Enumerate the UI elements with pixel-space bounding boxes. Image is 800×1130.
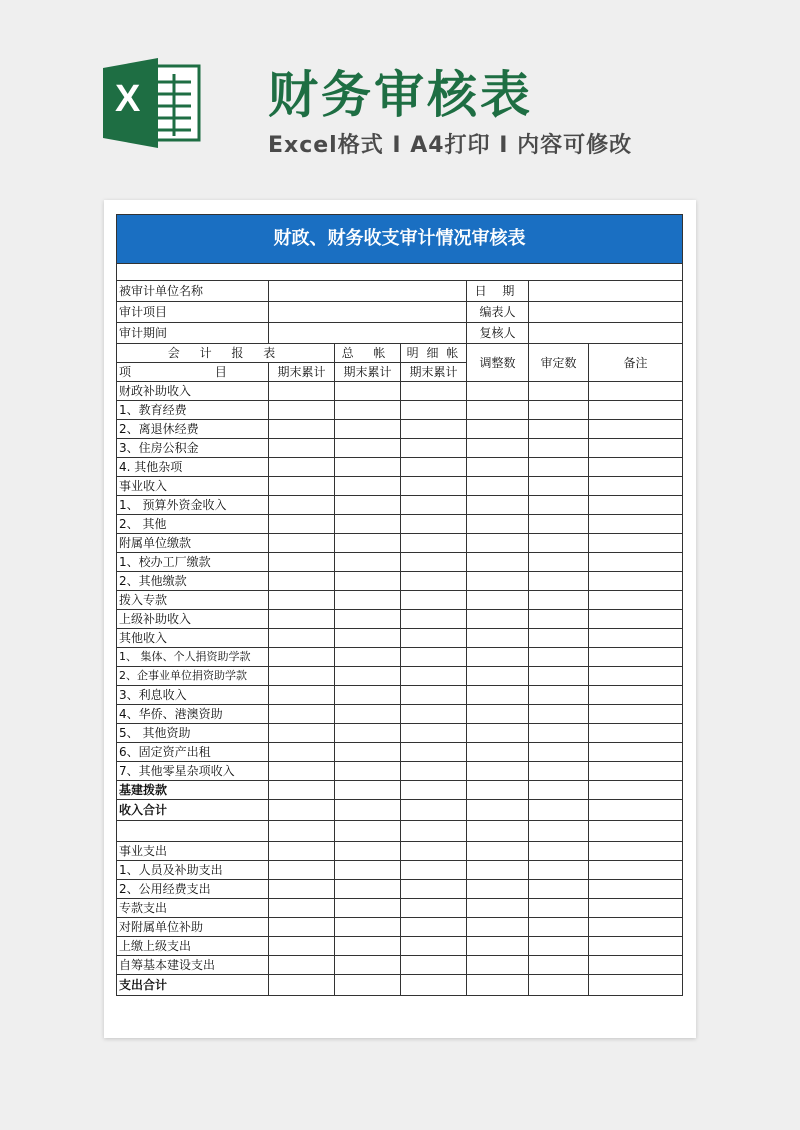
value-cell[interactable] xyxy=(467,458,529,477)
value-cell[interactable] xyxy=(401,880,467,899)
value-cell[interactable] xyxy=(401,401,467,420)
value-cell[interactable] xyxy=(269,800,335,821)
value-cell[interactable] xyxy=(269,515,335,534)
table-row xyxy=(117,724,683,743)
value-cell[interactable] xyxy=(269,591,335,610)
audited-unit-field[interactable] xyxy=(269,281,467,302)
row-label: 3、利息收入 xyxy=(117,686,269,705)
value-cell[interactable] xyxy=(335,762,401,781)
value-cell[interactable] xyxy=(529,477,589,496)
col-adjustment: 调整数 xyxy=(467,344,529,382)
value-cell[interactable] xyxy=(335,610,401,629)
value-cell[interactable] xyxy=(401,956,467,975)
row-label: 自筹基本建设支出 xyxy=(117,956,269,975)
value-cell[interactable] xyxy=(269,724,335,743)
value-cell[interactable] xyxy=(467,918,529,937)
value-cell[interactable] xyxy=(401,591,467,610)
row-label: 上缴上级支出 xyxy=(117,937,269,956)
table-row xyxy=(117,861,683,880)
value-cell[interactable] xyxy=(589,458,683,477)
value-cell[interactable] xyxy=(269,956,335,975)
value-cell[interactable] xyxy=(335,899,401,918)
value-cell[interactable] xyxy=(335,686,401,705)
row-label: 专款支出 xyxy=(117,899,269,918)
value-cell[interactable] xyxy=(529,686,589,705)
value-cell[interactable] xyxy=(467,705,529,724)
value-cell[interactable] xyxy=(529,553,589,572)
banner xyxy=(0,0,800,190)
value-cell[interactable] xyxy=(401,724,467,743)
row-label: 事业支出 xyxy=(117,842,269,861)
value-cell[interactable] xyxy=(401,629,467,648)
value-cell[interactable] xyxy=(467,572,529,591)
value-cell[interactable] xyxy=(269,477,335,496)
preparer-label: 编表人 xyxy=(467,302,529,323)
value-cell[interactable] xyxy=(335,781,401,800)
value-cell[interactable] xyxy=(401,496,467,515)
value-cell[interactable] xyxy=(529,572,589,591)
value-cell[interactable] xyxy=(467,743,529,762)
table-row xyxy=(117,956,683,975)
value-cell[interactable] xyxy=(401,861,467,880)
value-cell[interactable] xyxy=(335,880,401,899)
date-field[interactable] xyxy=(529,281,683,302)
value-cell[interactable] xyxy=(529,880,589,899)
row-label: 附属单位缴款 xyxy=(117,534,269,553)
value-cell[interactable] xyxy=(401,534,467,553)
value-cell[interactable] xyxy=(529,956,589,975)
value-cell[interactable] xyxy=(589,975,683,996)
value-cell[interactable] xyxy=(589,648,683,667)
value-cell[interactable] xyxy=(589,496,683,515)
value-cell[interactable] xyxy=(589,572,683,591)
table-row xyxy=(117,515,683,534)
value-cell[interactable] xyxy=(401,842,467,861)
banner-subtitle: Excel格式 I A4打印 I 内容可修改 xyxy=(268,133,633,158)
value-cell[interactable] xyxy=(589,918,683,937)
income-rows xyxy=(117,382,683,800)
value-cell[interactable] xyxy=(269,496,335,515)
expense-total-label: 支出合计 xyxy=(117,975,269,996)
table-row xyxy=(117,534,683,553)
value-cell[interactable] xyxy=(467,629,529,648)
value-cell[interactable] xyxy=(529,591,589,610)
spacer-row xyxy=(117,264,683,281)
value-cell[interactable] xyxy=(589,401,683,420)
col-period-total-3: 期末累计 xyxy=(401,363,467,382)
value-cell[interactable] xyxy=(401,937,467,956)
table-row xyxy=(117,382,683,401)
reviewer-label: 复核人 xyxy=(467,323,529,344)
value-cell[interactable] xyxy=(529,515,589,534)
value-cell[interactable] xyxy=(269,458,335,477)
logo-letter: X xyxy=(115,78,141,120)
value-cell[interactable] xyxy=(401,610,467,629)
row-label: 1、 集体、个人捐资助学款 xyxy=(117,648,269,667)
date-label: 日 期 xyxy=(467,281,529,302)
row-label: 3、住房公积金 xyxy=(117,439,269,458)
col-detail-ledger: 明 细 帐 xyxy=(401,344,467,363)
value-cell[interactable] xyxy=(335,861,401,880)
value-cell[interactable] xyxy=(269,439,335,458)
table-row xyxy=(117,496,683,515)
value-cell[interactable] xyxy=(401,918,467,937)
value-cell[interactable] xyxy=(529,458,589,477)
col-approved: 审定数 xyxy=(529,344,589,382)
value-cell[interactable] xyxy=(335,629,401,648)
value-cell[interactable] xyxy=(401,439,467,458)
value-cell[interactable] xyxy=(589,842,683,861)
value-cell[interactable] xyxy=(589,762,683,781)
value-cell[interactable] xyxy=(589,705,683,724)
value-cell[interactable] xyxy=(401,975,467,996)
value-cell[interactable] xyxy=(529,648,589,667)
value-cell[interactable] xyxy=(269,762,335,781)
value-cell[interactable] xyxy=(335,975,401,996)
value-cell[interactable] xyxy=(335,401,401,420)
col-item: 项 目 xyxy=(117,363,269,382)
table-row xyxy=(117,937,683,956)
value-cell[interactable] xyxy=(589,553,683,572)
value-cell[interactable] xyxy=(335,382,401,401)
value-cell[interactable] xyxy=(589,534,683,553)
table-row xyxy=(117,458,683,477)
value-cell[interactable] xyxy=(269,937,335,956)
blank-cell xyxy=(117,821,269,842)
value-cell[interactable] xyxy=(467,553,529,572)
value-cell[interactable] xyxy=(269,629,335,648)
value-cell[interactable] xyxy=(529,918,589,937)
value-cell[interactable] xyxy=(467,515,529,534)
value-cell[interactable] xyxy=(269,572,335,591)
value-cell[interactable] xyxy=(529,781,589,800)
table-row xyxy=(117,781,683,800)
table-row xyxy=(117,899,683,918)
value-cell[interactable] xyxy=(269,781,335,800)
table-row xyxy=(117,553,683,572)
row-label: 拨入专款 xyxy=(117,591,269,610)
value-cell[interactable] xyxy=(529,743,589,762)
row-label: 对附属单位补助 xyxy=(117,918,269,937)
value-cell[interactable] xyxy=(269,610,335,629)
row-label: 7、其他零星杂项收入 xyxy=(117,762,269,781)
row-label: 1、 预算外资金收入 xyxy=(117,496,269,515)
value-cell[interactable] xyxy=(269,975,335,996)
row-label: 4. 其他杂项 xyxy=(117,458,269,477)
value-cell[interactable] xyxy=(529,842,589,861)
income-total-label: 收入合计 xyxy=(117,800,269,821)
table-row xyxy=(117,842,683,861)
value-cell[interactable] xyxy=(269,880,335,899)
value-cell[interactable] xyxy=(529,401,589,420)
value-cell[interactable] xyxy=(529,724,589,743)
value-cell[interactable] xyxy=(269,918,335,937)
value-cell[interactable] xyxy=(401,899,467,918)
row-label: 上级补助收入 xyxy=(117,610,269,629)
value-cell[interactable] xyxy=(335,439,401,458)
value-cell[interactable] xyxy=(529,534,589,553)
value-cell[interactable] xyxy=(401,458,467,477)
value-cell[interactable] xyxy=(269,420,335,439)
value-cell[interactable] xyxy=(335,743,401,762)
row-label: 财政补助收入 xyxy=(117,382,269,401)
table-row xyxy=(117,686,683,705)
value-cell[interactable] xyxy=(529,496,589,515)
value-cell[interactable] xyxy=(335,496,401,515)
row-label: 2、其他缴款 xyxy=(117,572,269,591)
value-cell[interactable] xyxy=(467,686,529,705)
value-cell[interactable] xyxy=(589,439,683,458)
value-cell[interactable] xyxy=(335,956,401,975)
value-cell[interactable] xyxy=(401,686,467,705)
row-label: 事业收入 xyxy=(117,477,269,496)
value-cell[interactable] xyxy=(467,861,529,880)
value-cell[interactable] xyxy=(335,724,401,743)
value-cell[interactable] xyxy=(335,648,401,667)
value-cell[interactable] xyxy=(335,572,401,591)
col-general-ledger: 总 帐 xyxy=(335,344,401,363)
value-cell[interactable] xyxy=(467,975,529,996)
value-cell[interactable] xyxy=(529,975,589,996)
value-cell[interactable] xyxy=(335,800,401,821)
audit-period-label: 审计期间 xyxy=(117,323,269,344)
row-label: 2、离退休经费 xyxy=(117,420,269,439)
row-label: 基建拨款 xyxy=(117,781,269,800)
value-cell[interactable] xyxy=(467,762,529,781)
value-cell[interactable] xyxy=(589,591,683,610)
value-cell[interactable] xyxy=(335,591,401,610)
row-label: 1、人员及补助支出 xyxy=(117,861,269,880)
value-cell[interactable] xyxy=(467,781,529,800)
value-cell[interactable] xyxy=(529,800,589,821)
value-cell[interactable] xyxy=(401,515,467,534)
value-cell[interactable] xyxy=(589,382,683,401)
row-label: 其他收入 xyxy=(117,629,269,648)
table-row xyxy=(117,667,683,686)
value-cell[interactable] xyxy=(335,667,401,686)
value-cell[interactable] xyxy=(269,553,335,572)
reviewer-field[interactable] xyxy=(529,323,683,344)
value-cell[interactable] xyxy=(529,705,589,724)
value-cell[interactable] xyxy=(589,420,683,439)
expense-rows xyxy=(117,842,683,975)
table-row xyxy=(117,705,683,724)
value-cell[interactable] xyxy=(467,496,529,515)
col-report: 会 计 报 表 xyxy=(117,344,335,363)
value-cell[interactable] xyxy=(401,553,467,572)
value-cell[interactable] xyxy=(467,477,529,496)
value-cell[interactable] xyxy=(467,937,529,956)
audit-project-field[interactable] xyxy=(269,302,467,323)
table-row xyxy=(117,572,683,591)
value-cell[interactable] xyxy=(269,648,335,667)
value-cell[interactable] xyxy=(269,401,335,420)
row-label: 5、 其他资助 xyxy=(117,724,269,743)
value-cell[interactable] xyxy=(467,667,529,686)
value-cell[interactable] xyxy=(467,956,529,975)
audited-unit-label: 被审计单位名称 xyxy=(117,281,269,302)
value-cell[interactable] xyxy=(467,648,529,667)
value-cell[interactable] xyxy=(401,781,467,800)
value-cell[interactable] xyxy=(401,572,467,591)
value-cell[interactable] xyxy=(529,382,589,401)
value-cell[interactable] xyxy=(401,743,467,762)
col-remarks: 备注 xyxy=(589,344,683,382)
row-label: 2、 其他 xyxy=(117,515,269,534)
value-cell[interactable] xyxy=(401,648,467,667)
table-row xyxy=(117,610,683,629)
value-cell[interactable] xyxy=(467,724,529,743)
preparer-field[interactable] xyxy=(529,302,683,323)
table-row xyxy=(117,591,683,610)
row-label: 6、固定资产出租 xyxy=(117,743,269,762)
value-cell[interactable] xyxy=(467,439,529,458)
value-cell[interactable] xyxy=(335,534,401,553)
value-cell[interactable] xyxy=(335,842,401,861)
value-cell[interactable] xyxy=(589,937,683,956)
value-cell[interactable] xyxy=(529,439,589,458)
value-cell[interactable] xyxy=(467,899,529,918)
value-cell[interactable] xyxy=(467,842,529,861)
value-cell[interactable] xyxy=(269,382,335,401)
value-cell[interactable] xyxy=(467,880,529,899)
value-cell[interactable] xyxy=(589,629,683,648)
value-cell[interactable] xyxy=(335,420,401,439)
table-row xyxy=(117,401,683,420)
table-row xyxy=(117,648,683,667)
audit-project-label: 审计项目 xyxy=(117,302,269,323)
value-cell[interactable] xyxy=(529,899,589,918)
value-cell[interactable] xyxy=(335,477,401,496)
value-cell[interactable] xyxy=(401,667,467,686)
value-cell[interactable] xyxy=(589,743,683,762)
value-cell[interactable] xyxy=(269,705,335,724)
col-period-total-1: 期末累计 xyxy=(269,363,335,382)
value-cell[interactable] xyxy=(467,591,529,610)
value-cell[interactable] xyxy=(335,515,401,534)
audit-form-table xyxy=(116,214,683,996)
value-cell[interactable] xyxy=(589,515,683,534)
value-cell[interactable] xyxy=(467,382,529,401)
value-cell[interactable] xyxy=(335,937,401,956)
value-cell[interactable] xyxy=(529,861,589,880)
table-row xyxy=(117,439,683,458)
value-cell[interactable] xyxy=(401,705,467,724)
value-cell[interactable] xyxy=(335,918,401,937)
value-cell[interactable] xyxy=(467,610,529,629)
form-title: 财政、财务收支审计情况审核表 xyxy=(117,215,683,264)
banner-title: 财务审核表 xyxy=(268,66,533,124)
value-cell[interactable] xyxy=(401,800,467,821)
table-row xyxy=(117,629,683,648)
value-cell[interactable] xyxy=(467,420,529,439)
value-cell[interactable] xyxy=(269,686,335,705)
row-label: 1、校办工厂缴款 xyxy=(117,553,269,572)
table-row xyxy=(117,477,683,496)
value-cell[interactable] xyxy=(467,800,529,821)
table-row xyxy=(117,743,683,762)
table-row xyxy=(117,762,683,781)
value-cell[interactable] xyxy=(529,610,589,629)
value-cell[interactable] xyxy=(401,762,467,781)
row-label: 1、教育经费 xyxy=(117,401,269,420)
value-cell[interactable] xyxy=(401,420,467,439)
value-cell[interactable] xyxy=(529,762,589,781)
value-cell[interactable] xyxy=(467,534,529,553)
value-cell[interactable] xyxy=(589,861,683,880)
value-cell[interactable] xyxy=(269,743,335,762)
value-cell[interactable] xyxy=(529,629,589,648)
value-cell[interactable] xyxy=(589,610,683,629)
table-row xyxy=(117,880,683,899)
value-cell[interactable] xyxy=(269,667,335,686)
value-cell[interactable] xyxy=(589,956,683,975)
value-cell[interactable] xyxy=(589,477,683,496)
table-row xyxy=(117,918,683,937)
value-cell[interactable] xyxy=(589,667,683,686)
value-cell[interactable] xyxy=(529,667,589,686)
row-label: 2、企事业单位捐资助学款 xyxy=(117,667,269,686)
value-cell[interactable] xyxy=(269,842,335,861)
value-cell[interactable] xyxy=(335,458,401,477)
value-cell[interactable] xyxy=(589,781,683,800)
table-row xyxy=(117,420,683,439)
value-cell[interactable] xyxy=(589,880,683,899)
value-cell[interactable] xyxy=(589,899,683,918)
value-cell[interactable] xyxy=(529,937,589,956)
value-cell[interactable] xyxy=(467,401,529,420)
value-cell[interactable] xyxy=(589,686,683,705)
value-cell[interactable] xyxy=(589,724,683,743)
value-cell[interactable] xyxy=(269,861,335,880)
value-cell[interactable] xyxy=(335,553,401,572)
value-cell[interactable] xyxy=(401,382,467,401)
row-label: 2、公用经费支出 xyxy=(117,880,269,899)
col-period-total-2: 期末累计 xyxy=(335,363,401,382)
value-cell[interactable] xyxy=(529,420,589,439)
value-cell[interactable] xyxy=(401,477,467,496)
value-cell[interactable] xyxy=(269,899,335,918)
value-cell[interactable] xyxy=(269,534,335,553)
audit-period-field[interactable] xyxy=(269,323,467,344)
value-cell[interactable] xyxy=(335,705,401,724)
row-label: 4、华侨、港澳资助 xyxy=(117,705,269,724)
value-cell[interactable] xyxy=(589,800,683,821)
